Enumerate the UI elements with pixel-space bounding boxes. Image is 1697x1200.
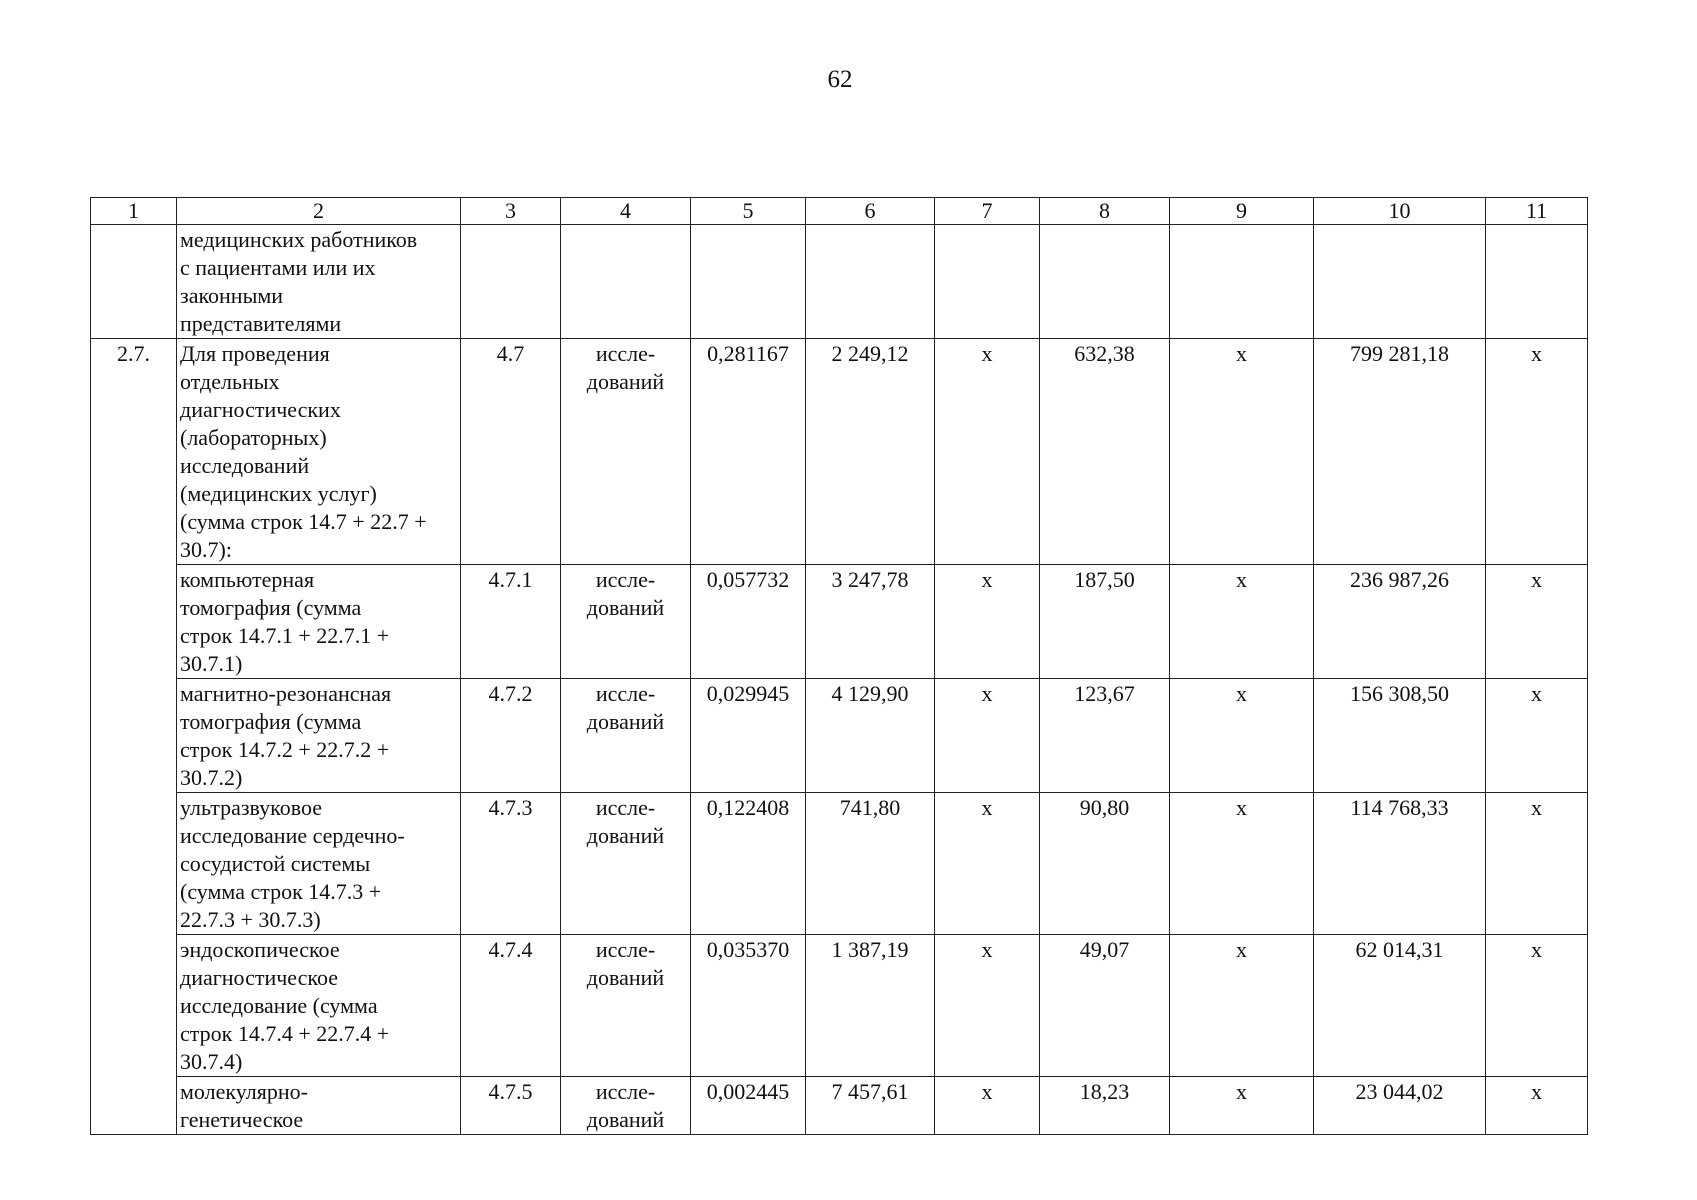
column-header: 10 [1314,198,1486,225]
table-cell: 0,057732 [691,565,806,679]
row-name-cell: молекулярно- генетическое [177,1077,461,1135]
table-cell: 18,23 [1040,1077,1170,1135]
row-code-cell: 4.7.1 [461,565,561,679]
table-cell: 741,80 [806,793,935,935]
table-cell: х [935,679,1040,793]
table-cell: 236 987,26 [1314,565,1486,679]
table-row [91,339,1588,565]
table-cell [461,225,561,339]
table-cell: 114 768,33 [1314,793,1486,935]
table-cell: 123,67 [1040,679,1170,793]
table-row [91,793,1588,935]
row-unit-cell: иссле- дований [561,793,691,935]
row-unit-cell: иссле- дований [561,679,691,793]
table-cell [1314,225,1486,339]
data-table [90,197,1588,1135]
table-cell [691,225,806,339]
row-unit-cell: иссле- дований [561,1077,691,1135]
table-row [91,679,1588,793]
row-unit-cell: иссле- дований [561,935,691,1077]
table-cell: х [1170,565,1314,679]
table-cell: 90,80 [1040,793,1170,935]
column-header: 4 [561,198,691,225]
table-cell [1486,225,1588,339]
table-cell: 632,38 [1040,339,1170,565]
row-number-cell: 2.7. [91,339,177,1135]
column-header: 1 [91,198,177,225]
table-cell: х [1486,793,1588,935]
column-header: 6 [806,198,935,225]
table-cell: х [1170,679,1314,793]
table-cell: 187,50 [1040,565,1170,679]
table-cell: х [935,1077,1040,1135]
table-cell: 0,035370 [691,935,806,1077]
table-cell: х [1486,679,1588,793]
row-name-cell: ультразвуковое исследование сердечно- сосудистой системы (сумма строк 14.7.3 + 22.7.3 + 30.7.3) [177,793,461,935]
table-cell: 3 247,78 [806,565,935,679]
table-cell: 23 044,02 [1314,1077,1486,1135]
table-cell: х [1170,1077,1314,1135]
table-cell: х [935,935,1040,1077]
table-cell: х [1486,339,1588,565]
row-name-cell: эндоскопическое диагностическое исследование (сумма строк 14.7.4 + 22.7.4 + 30.7.4) [177,935,461,1077]
row-name-cell: компьютерная томография (сумма строк 14.7.1 + 22.7.1 + 30.7.1) [177,565,461,679]
table-cell: х [1486,1077,1588,1135]
table-cell: 49,07 [1040,935,1170,1077]
table-cell: 0,029945 [691,679,806,793]
row-name-cell: медицинских работников с пациентами или их законными представителями [177,225,461,339]
row-code-cell: 4.7.5 [461,1077,561,1135]
row-name-cell: магнитно-резонансная томография (сумма строк 14.7.2 + 22.7.2 + 30.7.2) [177,679,461,793]
table-cell [806,225,935,339]
row-code-cell: 4.7.2 [461,679,561,793]
table-cell: х [1170,793,1314,935]
column-header: 7 [935,198,1040,225]
table-cell: 0,281167 [691,339,806,565]
table-row [91,565,1588,679]
column-header: 5 [691,198,806,225]
row-unit-cell: иссле- дований [561,339,691,565]
table-cell: 799 281,18 [1314,339,1486,565]
row-code-cell: 4.7.3 [461,793,561,935]
table-cell: 7 457,61 [806,1077,935,1135]
table-cell: х [1170,935,1314,1077]
table-cell: 0,002445 [691,1077,806,1135]
table-cell: х [1486,565,1588,679]
row-name-cell: Для проведения отдельных диагностических (лабораторных) исследований (медицинских услуг) (сумма строк 14.7 + 22.7 + 30.7): [177,339,461,565]
column-header: 3 [461,198,561,225]
column-header: 2 [177,198,461,225]
table-cell: 62 014,31 [1314,935,1486,1077]
table-header [91,198,1588,225]
table-cell: х [1486,935,1588,1077]
table-cell: 156 308,50 [1314,679,1486,793]
page-number: 62 [827,66,853,93]
column-header: 9 [1170,198,1314,225]
table-row [91,935,1588,1077]
table-cell: 0,122408 [691,793,806,935]
table-cell: 1 387,19 [806,935,935,1077]
table-cell [935,225,1040,339]
header-row [91,198,1588,225]
table-cell: 4 129,90 [806,679,935,793]
column-header: 8 [1040,198,1170,225]
table-cell: х [935,793,1040,935]
table-cell [561,225,691,339]
row-code-cell: 4.7.4 [461,935,561,1077]
table-row [91,1077,1588,1135]
table-cell: 2 249,12 [806,339,935,565]
row-unit-cell: иссле- дований [561,565,691,679]
table-cell [1170,225,1314,339]
table-cell: х [935,565,1040,679]
table-body [91,225,1588,1135]
row-number-cell [91,225,177,339]
row-code-cell: 4.7 [461,339,561,565]
column-header: 11 [1486,198,1588,225]
table-cell: х [935,339,1040,565]
table-cell: х [1170,339,1314,565]
table-cell [1040,225,1170,339]
table-row-continuation [91,225,1588,339]
